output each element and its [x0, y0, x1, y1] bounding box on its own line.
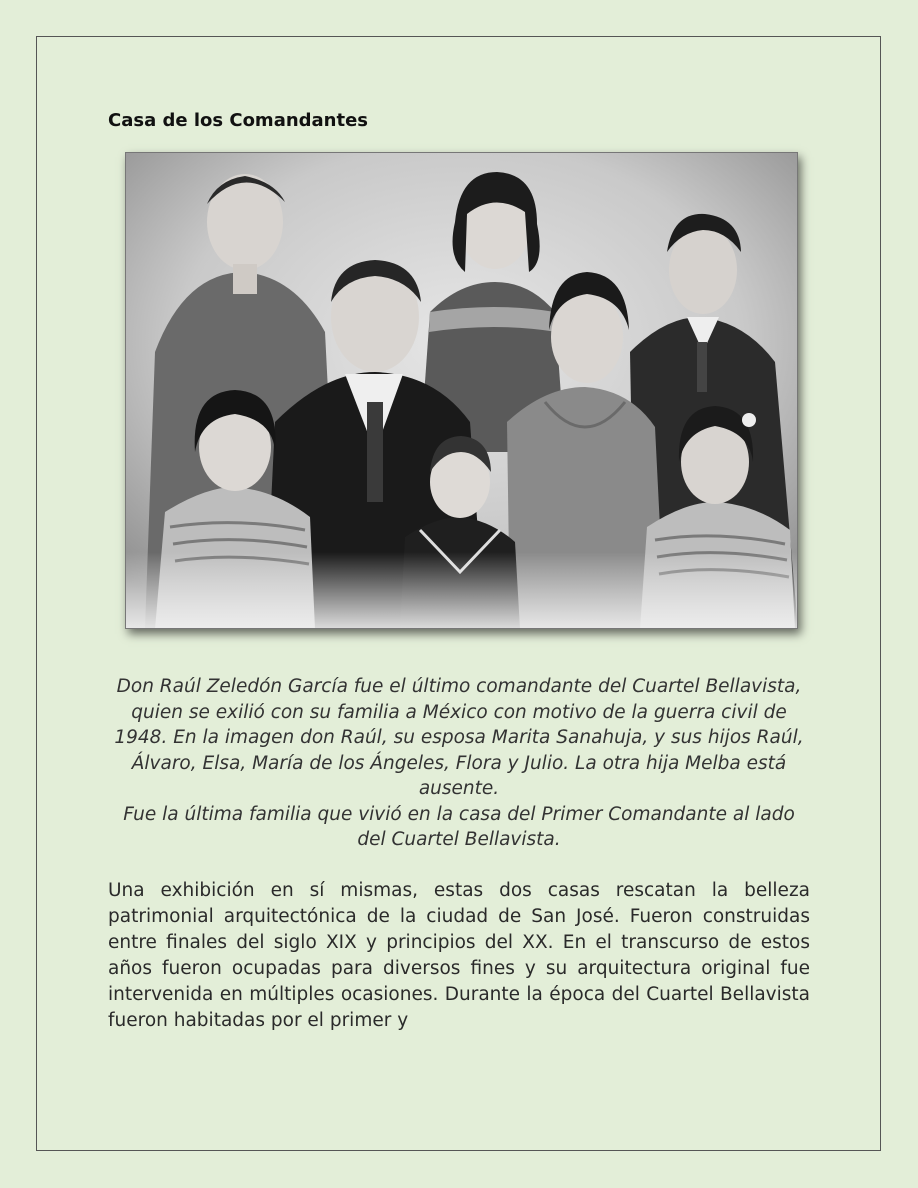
- caption-line-1: Don Raúl Zeledón García fue el último comandante del Cuartel Bellavista, quien se exilió con su familia a México con motivo de la guerra civil de 1948. En la imagen don Raúl, su esposa Marita Sanahuja, y sus hijos Raúl, Álvaro, Elsa, María de los Ángeles, Flora y Julio. La otra hija Melba está ausente.: [114, 676, 804, 799]
- family-portrait-photo: [125, 152, 798, 629]
- photo-caption: [108, 674, 810, 853]
- section-heading: Casa de los Comandantes: [108, 110, 369, 131]
- body-paragraph: Una exhibición en sí mismas, estas dos casas rescatan la belleza patrimonial arquitectónica de la ciudad de San José. Fueron construidas entre finales del siglo XIX y principios del XX. En el transcurso de estos años fueron ocupadas para diversos fines y su arquitectura original fue intervenida en múltiples ocasiones. Durante la época del Cuartel Bellavista fueron habitadas por el primer y: [108, 880, 810, 1031]
- caption-line-2: Fue la última familia que vivió en la casa del Primer Comandante al lado del Cuartel Bellavista.: [123, 803, 795, 850]
